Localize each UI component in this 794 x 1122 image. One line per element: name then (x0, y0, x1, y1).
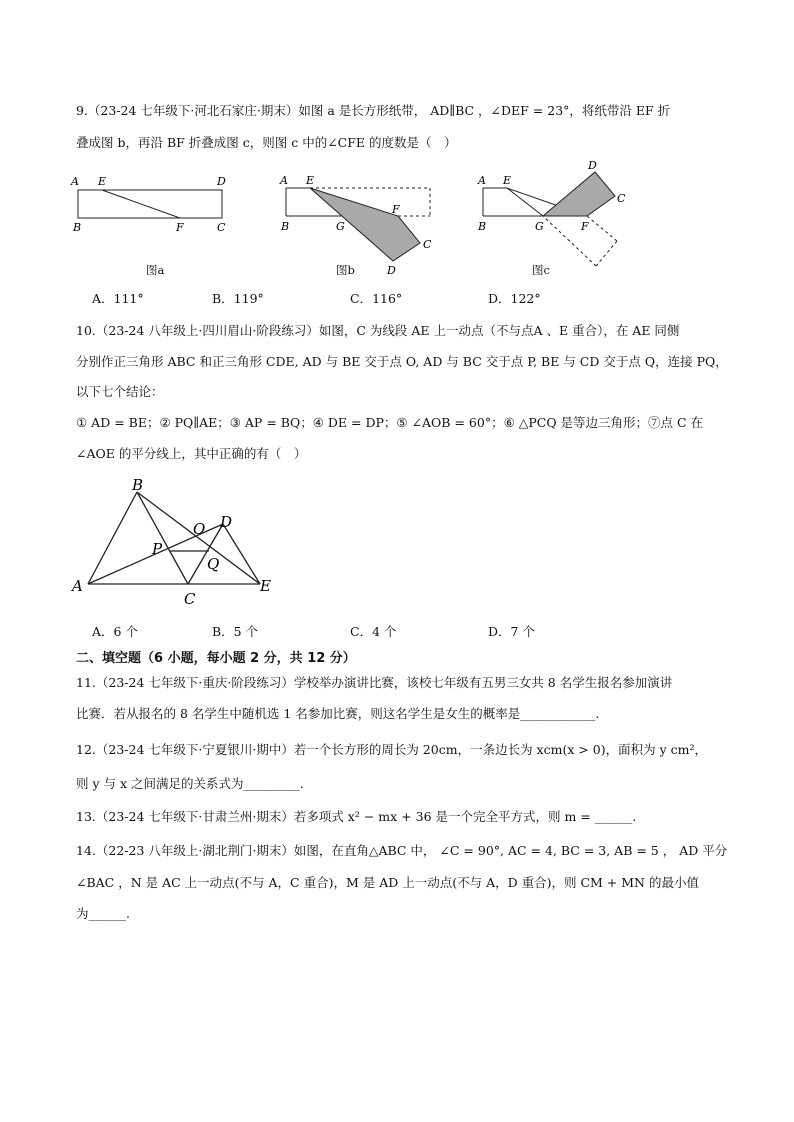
q11-line1: 11.（23-24 七年级下·重庆·阶段练习）学校举办演讲比赛，该校七年级有五男三女共 8 名学生报名参加演讲 (76, 675, 673, 690)
fig-q10-label-Q: Q (207, 555, 220, 573)
q10-line1: 10.（23-24 八年级上·四川眉山·阶段练习）如图，C 为线段 AE 上一动点（不与点A 、E 重合），在 AE 同侧 (76, 323, 680, 338)
fig-c-label-F: F (581, 220, 589, 233)
q10-option-a: A．6 个 (92, 624, 138, 639)
q10-option-d: D．7 个 (488, 624, 535, 639)
fig-q10-label-D: D (220, 513, 233, 531)
caption-figure-a: 图a (146, 263, 165, 277)
fig-b-label-A: A (280, 174, 288, 187)
q12-line2: 则 y 与 x 之间满足的关系式为_________. (76, 776, 304, 791)
q9-line1: 9.（23-24 七年级下·河北石家庄·期末）如图 a 是长方形纸带， AD∥BC ，∠DEF = 23°，将纸带沿 EF 折 (76, 103, 671, 118)
q10-option-b: B．5 个 (212, 624, 259, 639)
section-heading-fill-in: 二、填空题（6 小题，每小题 2 分，共 12 分） (76, 651, 356, 666)
q9-line2: 叠成图 b，再沿 BF 折叠成图 c，则图 c 中的∠CFE 的度数是（ ） (76, 135, 457, 150)
figure-b (276, 168, 446, 278)
fig-a-label-E: E (98, 175, 107, 188)
q14-line1: 14.（22-23 八年级上·湖北荆门·期末）如图，在直角△ABC 中， ∠C = 90°, AC = 4, BC = 3, AB = 5 ， AD 平分 (76, 843, 728, 858)
q14-line2: ∠BAC ，N 是 AC 上一动点(不与 A，C 重合)，M 是 AD 上一动点(不与 A，D 重合)，则 CM + MN 的最小值 (76, 875, 699, 890)
fig-a-label-D: D (217, 175, 226, 188)
fig-q10-label-P: P (152, 540, 163, 558)
q9-option-c: C．116° (350, 291, 403, 306)
figure-a (66, 168, 246, 243)
q10-option-c: C．4 个 (350, 624, 397, 639)
fig-a-label-F: F (176, 221, 184, 234)
fig-a-label-C: C (217, 221, 226, 234)
fig-b-label-G: G (336, 220, 345, 233)
fig-b-label-C: C (423, 238, 432, 251)
fig-q10-label-A: A (72, 577, 83, 595)
fig-b-label-E: E (306, 174, 315, 187)
fig-c-label-D: D (588, 159, 597, 172)
q10-line2: 分别作正三角形 ABC 和正三角形 CDE, AD 与 BE 交于点 O, AD 与 BC 交于点 P, BE 与 CD 交于点 Q，连接 PQ， (76, 354, 728, 369)
q9-option-b: B．119° (212, 291, 264, 306)
fig-b-label-F: F (392, 203, 400, 216)
q10-line5: ∠AOE 的平分线上，其中正确的有（ ） (76, 446, 307, 461)
q11-line2: 比赛．若从报名的 8 名学生中随机选 1 名参加比赛，则这名学生是女生的概率是____________. (76, 706, 600, 721)
figure-c (472, 156, 637, 271)
caption-figure-c: 图c (532, 263, 550, 277)
q14-line3: 为______. (76, 906, 130, 921)
fig-a-label-A: A (71, 175, 79, 188)
q9-option-a: A．111° (92, 291, 144, 306)
caption-figure-b: 图b (336, 263, 355, 277)
q10-line4: ① AD = BE；② PQ∥AE；③ AP = BQ；④ DE = DP；⑤ ∠AOB = 60°；⑥ △PCQ 是等边三角形；⑦点 C 在 (76, 415, 704, 430)
figure-q10 (66, 470, 286, 610)
fig-c-label-G: G (535, 220, 544, 233)
fig-q10-label-E: E (260, 577, 271, 595)
q13-line1: 13.（23-24 七年级下·甘肃兰州·期末）若多项式 x² − mx + 36 是一个完全平方式，则 m = ______. (76, 809, 637, 824)
fig-c-label-C: C (617, 192, 626, 205)
q12-line1: 12.（23-24 七年级下·宁夏银川·期中）若一个长方形的周长为 20cm，一条边长为 xcm(x > 0)，面积为 y cm²， (76, 742, 707, 757)
q9-option-d: D．122° (488, 291, 541, 306)
fig-a-label-B: B (73, 221, 82, 234)
fig-b-label-B: B (281, 220, 290, 233)
fig-q10-label-B: B (132, 476, 144, 494)
fig-b-label-D: D (387, 264, 396, 277)
fig-c-label-B: B (478, 220, 487, 233)
fig-c-label-A: A (478, 174, 486, 187)
q10-line3: 以下七个结论： (76, 384, 164, 399)
fig-q10-label-O: O (193, 520, 206, 538)
fig-c-label-E: E (503, 174, 512, 187)
fig-q10-label-C: C (184, 590, 196, 608)
